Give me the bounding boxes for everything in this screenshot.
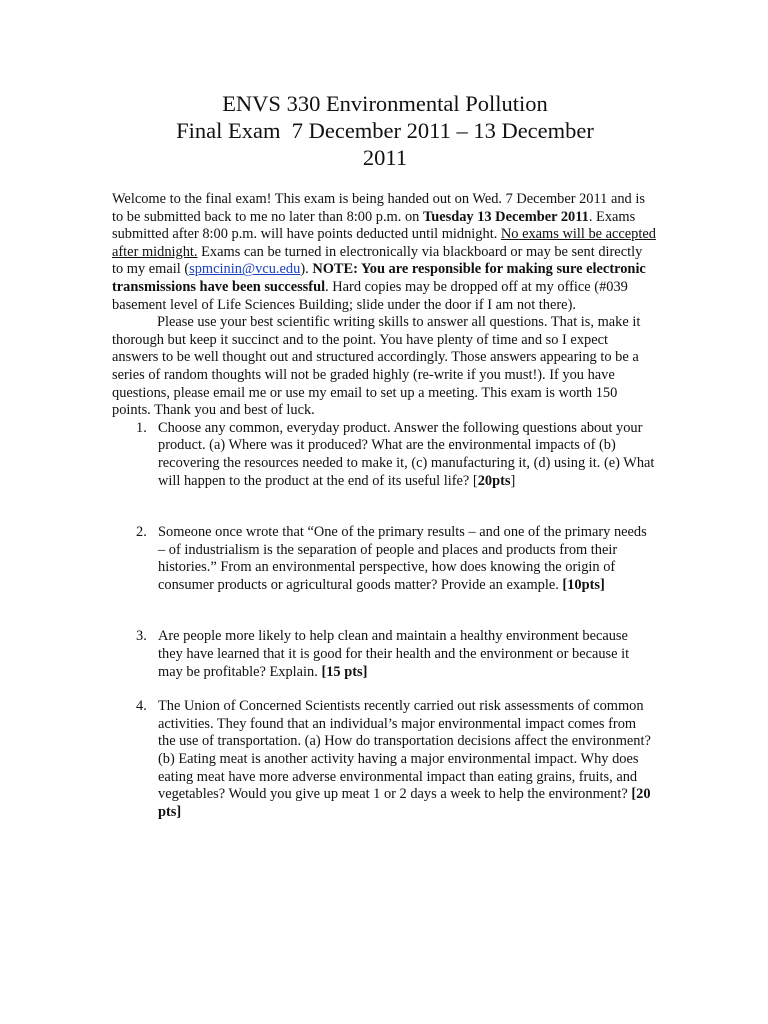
exam-title — [108, 90, 662, 171]
title-line-year: 2011 — [362, 145, 408, 170]
email-link[interactable]: spmcinin@vcu.edu — [189, 261, 301, 278]
question-list — [112, 420, 656, 822]
question-item — [112, 420, 656, 490]
question-points: [10pts] — [562, 576, 605, 593]
intro-text-e: . Hard copies may be dropped off at my office (#039 basement level of Life Sciences Building; slide under the door if I am not there). — [112, 278, 628, 313]
question-number: 3. — [136, 628, 147, 645]
due-date: Tuesday 13 December 2011 — [422, 208, 589, 225]
question-text: Choose any common, everyday product. Answer the following questions about your product. (a) Where was it produced? What are the environmental impacts of (b) recovering the resources needed to make it, (c) manufacturing it, (d) using it. (e) What will happen to the product at the end of its useful life? [ — [158, 419, 655, 489]
intro-paragraph — [112, 191, 656, 314]
question-bracket: ] — [510, 472, 516, 489]
title-line-course: ENVS 330 Environmental Pollution — [222, 91, 548, 116]
late-policy: No exams will be accepted after midnight. — [112, 226, 656, 260]
question-text: The Union of Concerned Scientists recently carried out risk assessments of common activities. They found that an individual’s major environmental impact comes from the use of transportation. (a) How do transportation decisions affect the environment? (b) Eating meat is another activity having a major environmental impact. Why does eating meat have more adverse environmental impact than eating grains, fruits, and vegetables? Would you give up meat 1 or 2 days a week to help the environment? — [158, 698, 651, 803]
exam-page — [112, 90, 656, 821]
intro-text-d: ). — [300, 261, 313, 278]
intro-text-a: Welcome to the final exam! This exam is being handed out on Wed. 7 December 2011 and is to be submitted back to me no later than 8:00 p.m. on — [112, 191, 645, 225]
title-line-exam-dates: Final Exam 7 December 2011 – 13 December — [176, 118, 594, 143]
question-points: [20 pts] — [158, 786, 651, 820]
question-item — [112, 628, 656, 681]
instructions-paragraph: Please use your best scientific writing skills to answer all questions. That is, make it thorough but keep it succinct and to the point. You have plenty of time and so I expect answers to be well thought out and structured accordingly. Those answers appearing to be a series of random thoughts will not be graded highly (re-write if you must!). If you have questions, please email me or use my email to set up a meeting. This exam is worth 150 points. Thank you and best of luck. — [112, 314, 641, 419]
question-points: [15 pts] — [321, 663, 368, 680]
question-number: 2. — [136, 524, 147, 541]
intro-text-b: . Exams submitted after 8:00 p.m. will have points deducted until midnight. — [112, 208, 636, 243]
question-number: 1. — [136, 419, 147, 436]
question-text: Someone once wrote that “One of the primary results – and one of the primary needs – of industrialism is the separation of people and places and products from their histories.” From an environmental perspective, how does knowing the origin of consumer products or agricultural goods matter? Provide an example. — [158, 524, 647, 593]
question-text: Are people more likely to help clean and maintain a healthy environment because they have learned that it is good for their health and the environment or because it may be profitable? Explain. — [158, 628, 630, 680]
intro-text-c: Exams can be turned in electronically via blackboard or may be sent directly to my email ( — [112, 243, 643, 278]
question-item — [112, 524, 656, 594]
submission-note: NOTE: You are responsible for making sure electronic transmissions have been successful — [112, 261, 646, 295]
question-number: 4. — [136, 698, 147, 715]
question-item — [112, 698, 656, 821]
question-points: 20pts — [477, 472, 511, 489]
